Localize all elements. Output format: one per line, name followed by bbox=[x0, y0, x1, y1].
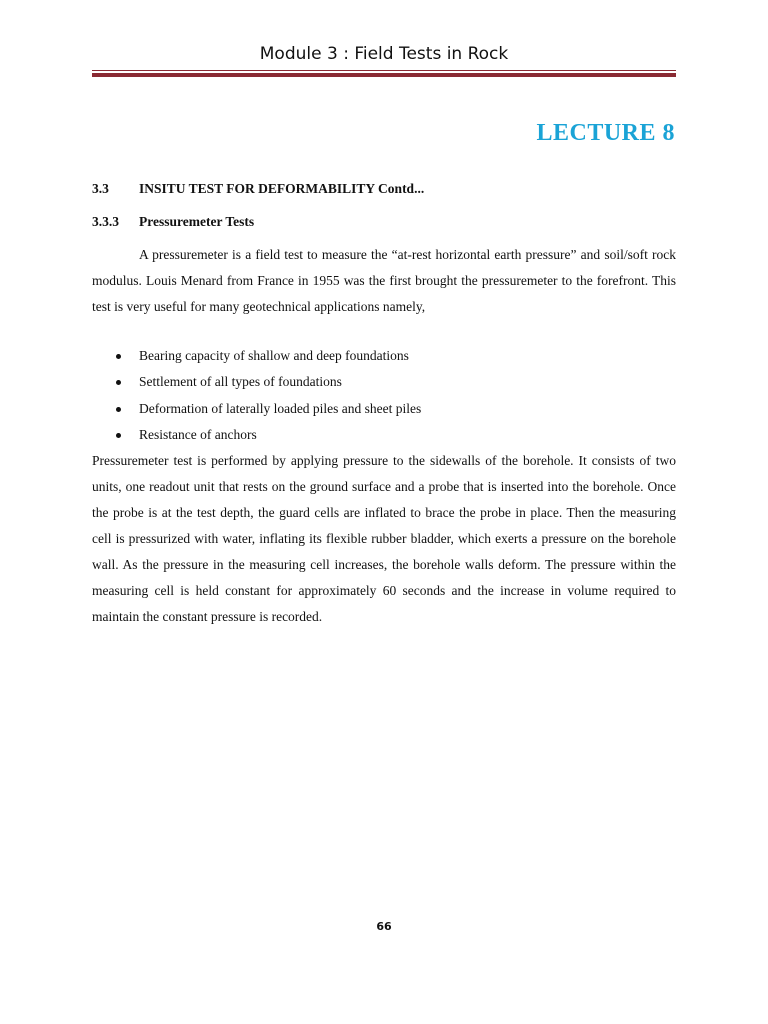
section-heading bbox=[92, 181, 424, 197]
header-rule-thin bbox=[92, 70, 676, 71]
list-item: Resistance of anchors bbox=[116, 422, 421, 448]
list-item: Settlement of all types of foundations bbox=[116, 369, 421, 395]
subsection-title: Pressuremeter Tests bbox=[139, 214, 255, 229]
section-title: INSITU TEST FOR DEFORMABILITY Contd... bbox=[139, 181, 425, 196]
applications-list bbox=[116, 343, 421, 448]
subsection-number: 3.3.3 bbox=[92, 214, 119, 229]
page-header: Module 3 : Field Tests in Rock bbox=[259, 44, 509, 64]
procedure-paragraph: Pressuremeter test is performed by applying pressure to the sidewalls of the borehole. It consists of two units, one readout unit that rests on the ground surface and a probe that is inserted into the borehole. Once the probe is at the test depth, the guard cells are inflated to brace the probe in place. Then the measuring cell is pressurized with water, inflating its flexible rubber bladder, which exerts a pressure on the borehole wall. As the pressure in the measuring cell increases, the borehole walls deform. The pressure within the measuring cell is held constant for approximately 60 seconds and the increase in volume required to maintain the constant pressure is recorded. bbox=[92, 453, 676, 624]
section-number: 3.3 bbox=[92, 181, 109, 196]
lecture-title: LECTURE 8 bbox=[536, 120, 675, 146]
header-rule-thick bbox=[92, 73, 676, 77]
list-item: Bearing capacity of shallow and deep foundations bbox=[116, 343, 421, 369]
page-number: 66 bbox=[376, 920, 392, 933]
subsection-heading bbox=[92, 214, 254, 230]
list-item: Deformation of laterally loaded piles and sheet piles bbox=[116, 396, 421, 422]
intro-paragraph: A pressuremeter is a field test to measure the “at-rest horizontal earth pressure” and soil/soft rock modulus. Louis Menard from France in 1955 was the first brought the pressuremeter to the forefront. This test is very useful for many geotechnical applications namely, bbox=[92, 247, 676, 314]
